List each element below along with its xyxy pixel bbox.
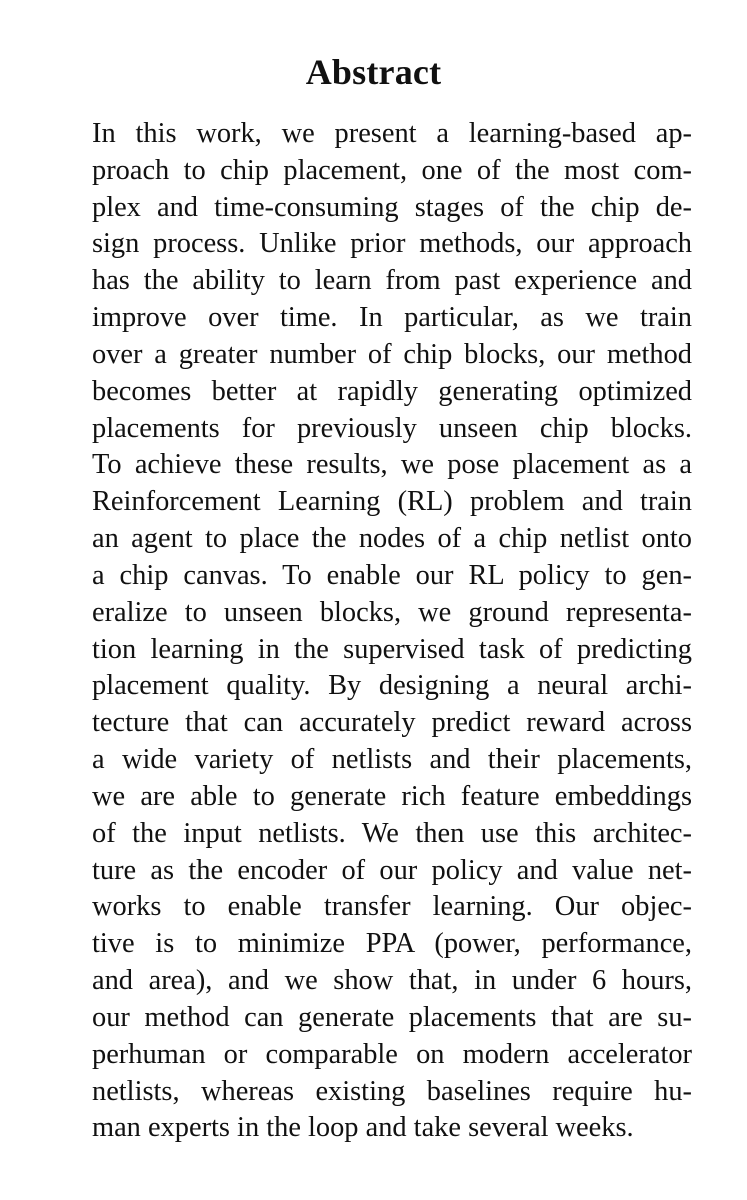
abstract-line: our method can generate placements that are su- <box>92 1001 692 1033</box>
abstract-line: To achieve these results, we pose placement as a <box>92 449 692 481</box>
abstract-line: has the ability to learn from past experience and <box>92 265 692 297</box>
abstract-line: and area), and we show that, in under 6 hours, <box>92 965 692 997</box>
abstract-body <box>92 116 692 1147</box>
abstract-line: an agent to place the nodes of a chip netlist onto <box>92 523 692 555</box>
abstract-line: Reinforcement Learning (RL) problem and train <box>92 486 692 518</box>
abstract-line: proach to chip placement, one of the most com- <box>92 154 692 186</box>
abstract-line: improve over time. In particular, as we train <box>92 302 692 334</box>
abstract-line: netlists, whereas existing baselines require hu- <box>92 1075 692 1107</box>
abstract-line: works to enable transfer learning. Our objec- <box>92 891 692 923</box>
abstract-line: tive is to minimize PPA (power, performance, <box>92 928 692 960</box>
abstract-line: a wide variety of netlists and their placements, <box>92 744 692 776</box>
abstract-line: plex and time-consuming stages of the chip de- <box>92 191 692 223</box>
abstract-line: we are able to generate rich feature embeddings <box>92 780 692 812</box>
abstract-line: a chip canvas. To enable our RL policy to gen- <box>92 559 692 591</box>
abstract-line: In this work, we present a learning-based ap- <box>92 118 692 149</box>
abstract-title: Abstract <box>305 52 442 92</box>
abstract-line: tion learning in the supervised task of predicting <box>92 633 692 665</box>
abstract-line: becomes better at rapidly generating optimized <box>92 375 692 407</box>
abstract-line: man experts in the loop and take several weeks. <box>92 1112 634 1144</box>
abstract-line: placements for previously unseen chip blocks. <box>92 412 692 444</box>
abstract-line: ture as the encoder of our policy and value net- <box>92 854 692 886</box>
abstract-line: tecture that can accurately predict reward across <box>92 707 692 739</box>
abstract-line: eralize to unseen blocks, we ground representa- <box>92 596 692 628</box>
abstract-line: placement quality. By designing a neural archi- <box>92 670 692 702</box>
abstract-line: sign process. Unlike prior methods, our approach <box>92 228 692 260</box>
abstract-line: perhuman or comparable on modern accelerator <box>92 1038 692 1070</box>
abstract-line: over a greater number of chip blocks, our method <box>92 338 692 370</box>
abstract-line: of the input netlists. We then use this architec- <box>92 817 692 849</box>
